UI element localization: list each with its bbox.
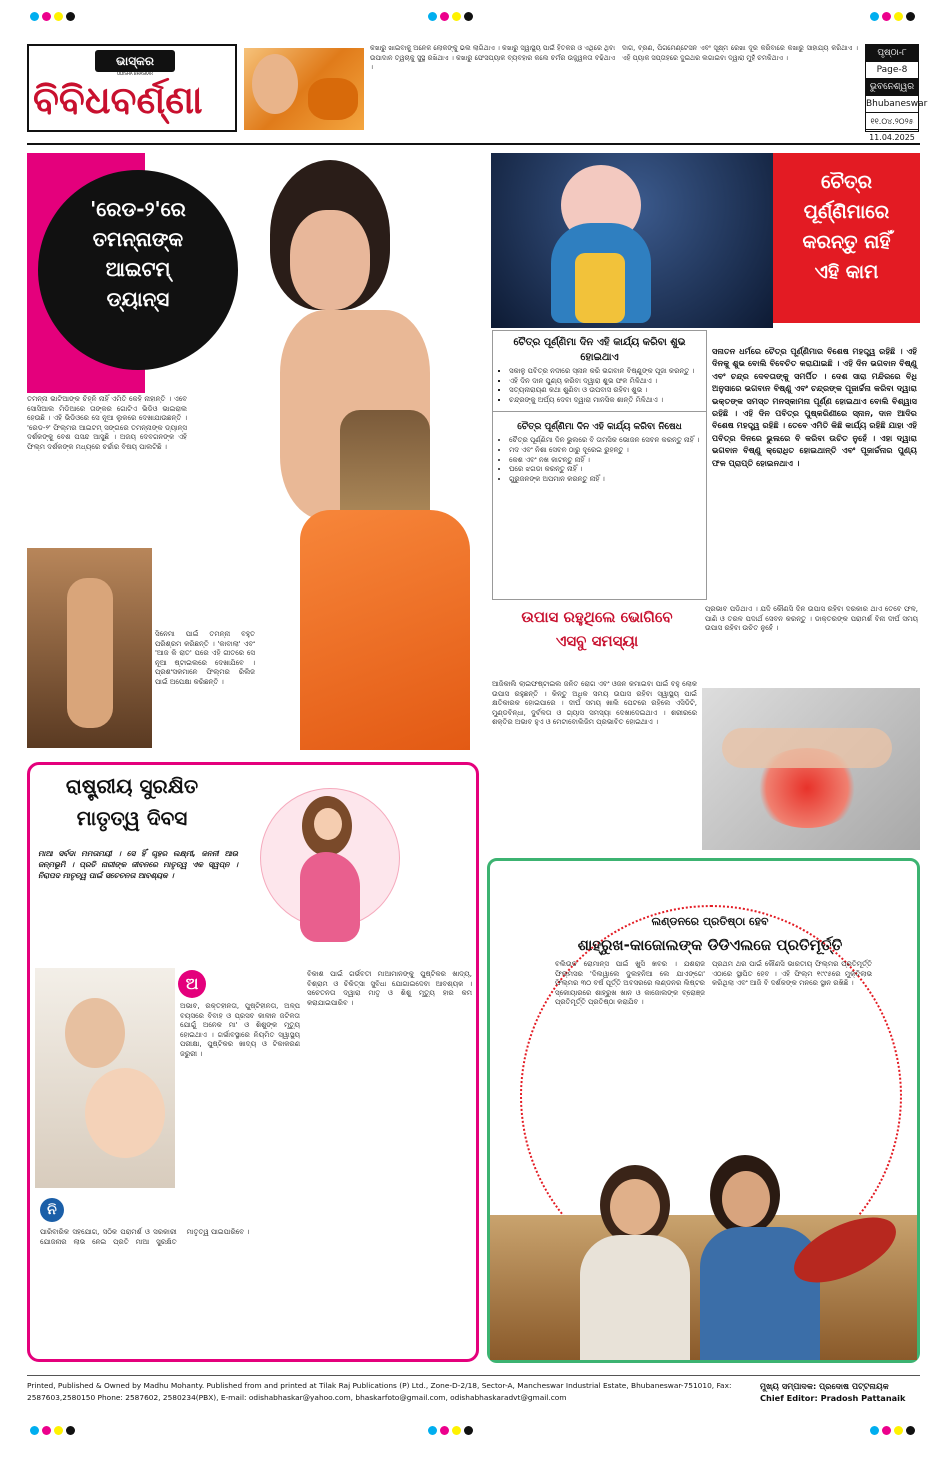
chaitra-banner-line: କରନ୍ତୁ ନାହିଁ	[802, 231, 891, 253]
chaitra-do-item: ▪ ଚନ୍ଦ୍ରଙ୍କୁ ଅର୍ଘ୍ୟ ଦେବା ଦ୍ୱାରା ମାନସିକ ଶାନ୍ତି ମିଳିଥାଏ ।	[509, 396, 700, 406]
city-en: Bhubaneswar	[866, 96, 918, 113]
footer-rule	[27, 1375, 920, 1376]
chaitra-dont-item: • ଗୁରୁଜନଙ୍କ ଅପମାନ କରନ୍ତୁ ନାହିଁ ।	[509, 475, 700, 485]
red2-body-text-2: ସିନେମା ପାଇଁ ତମନ୍ନା ବହୁତ ପରିଶ୍ରମ କରିଛନ୍ତି । 'କାବାଲା' ଏବଂ 'ଆଜ କି ରାତ' ପରେ ଏହି ଗୀତରେ ସେ ନୂଆ ଷ୍ଟାଇଲରେ ଦେଖାଯିବେ । ପ୍ରଶଂସକମାନେ ଫିଲ୍ମର ରିଲିଜ ପାଇଁ ଅପେକ୍ଷା କରିଛନ୍ତି ।	[155, 630, 255, 686]
registration-dot	[870, 1426, 879, 1435]
brand-logo: ଭାସ୍କର	[95, 50, 175, 72]
chaitra-banner-line: ଚୈତ୍ର	[821, 171, 872, 193]
chaitra-banner-line: ପୂର୍ଣ୍ଣିମାରେ	[803, 201, 890, 223]
registration-dot	[428, 12, 437, 21]
red2-badge-line: 'ରେଡ-୨'ରେ	[90, 197, 186, 221]
chaitra-title-banner	[773, 153, 920, 323]
registration-dot	[452, 1426, 461, 1435]
motherhood-intro: ମାଆ ସର୍ବଦା ମମତାମୟୀ । ସେ ହିଁ ଗୃହର ଲକ୍ଷ୍ମୀ, ଜନନୀ ଆଉ ଜନ୍ମଭୂମି । ପ୍ରତି ନାରୀଙ୍କ ଜୀବନରେ ମାତୃତ୍ୱ ଏକ ସ୍ୱପ୍ନ । ନିରାପଦ ମାତୃତ୍ୱ ପାଇଁ ସଚେତନତା ଆବଶ୍ୟକ ।	[38, 849, 238, 880]
page-number-or: ପୃଷ୍ଠା-୮	[866, 45, 918, 62]
chaitra-box	[492, 330, 707, 600]
chaitra-dont-heading: ଚୈତ୍ର ପୂର୍ଣ୍ଣିମା ଦିନ ଏହି କାର୍ଯ୍ୟ କରିବା ନିଷେଧ	[493, 411, 706, 436]
motherhood-body-2: ବିକାଶ ପାଇଁ ଗର୍ଭବତୀ ମାଆମାନଙ୍କୁ ପୁଷ୍ଟିକର ଖାଦ୍ୟ, ବିଶ୍ରାମ ଓ ଚିକିତ୍ସା ସୁବିଧା ଯୋଗାଇଦେବା ଆବଶ୍ୟକ । ସଚେତନତା ଦ୍ୱାରା ମାତୃ ଓ ଶିଶୁ ମୃତ୍ୟୁ ହାର କମ କରାଯାଇପାରିବ ।	[307, 970, 472, 1007]
chaitra-dont-item: • ଘରେ ଝଗଡା କରନ୍ତୁ ନାହିଁ ।	[509, 465, 700, 475]
masthead	[27, 44, 237, 132]
pumpkin-article-col1: କଖାରୁ ଖାଇବାକୁ ଅନେକ ଲୋକଙ୍କୁ ଭଲ ଲାଗିଥାଏ । କଖାରୁ ସ୍ୱାସ୍ଥ୍ୟ ପାଇଁ ହିତକର ଓ ଏଥିରେ ଥିବା ଉପାଦାନ ତ୍ୱଚାକୁ ସୁସ୍ଥ ରଖିଥାଏ । କଖାରୁ ଫେସପ୍ୟାକ ବ୍ୟବହାର କଲେ ଚର୍ମର ଉଜ୍ଜ୍ୱଳତା ବଢିଥାଏ ।	[370, 44, 615, 72]
footer-editor	[760, 1380, 925, 1406]
brand-subtitle: ODISHA BHASKAR	[116, 71, 154, 76]
registration-dot	[906, 12, 915, 21]
vishnu-moon-photo	[491, 153, 773, 328]
chaitra-do-item: ▪ ସକାଳୁ ପବିତ୍ର ନଦୀରେ ସ୍ନାନ କରି ଭଗବାନ ବିଷ୍ଣୁଙ୍କ ପୂଜା କରନ୍ତୁ ।	[509, 367, 700, 377]
dropcap-a: ଅ	[178, 970, 206, 998]
registration-dot	[42, 12, 51, 21]
registration-dot	[30, 12, 39, 21]
registration-dot	[30, 1426, 39, 1435]
fasting-headline-line1: ଉପାସ ରହୁଥିଲେ ଭୋଗିବେ	[521, 608, 673, 626]
registration-dot	[464, 1426, 473, 1435]
registration-dot	[428, 1426, 437, 1435]
registration-dot	[882, 12, 891, 21]
red2-badge-line: ଡ୍ୟାନ୍ସ	[106, 287, 170, 311]
registration-dot	[894, 1426, 903, 1435]
chaitra-dont-item: • କେଶ ଏବଂ ନଖ କାଟନ୍ତୁ ନାହିଁ ।	[509, 456, 700, 466]
red2-body-text: ତମନ୍ନା ଭାଟିଆଙ୍କ ଚିହ୍ନି ନାହିଁ ଏମିତି କେହି ନାହାନ୍ତି । ଏବେ ସୋସିଆଲ ମିଡିଆରେ ତାଙ୍କର ଗୋଟିଏ ଭିଡିଓ ଭାଇରାଲ ହେଉଛି । ଏହି ଭିଡିଓରେ ସେ ନୂଆ ଲୁକରେ ଦେଖାଯାଉଛନ୍ତି । 'ରେଡ-୨' ଫିଲ୍ମର ଆଇଟମ୍ ସଙ୍ଗରେ ତମନ୍ନାଙ୍କ ଡ୍ୟାନ୍ସ ଦର୍ଶକଙ୍କୁ ବେଶ ପସନ୍ଦ ଆସୁଛି । ଅଜୟ ଦେବଗନଙ୍କ ଏହି ଫିଲ୍ମ ଦର୍ଶକଙ୍କ ମଧ୍ୟରେ ଚର୍ଚ୍ଚାର ବିଷୟ ପାଲଟିଛି ।	[27, 395, 187, 451]
chaitra-dont-item: • ମଦ ଏବଂ ନିଶା ସେବନ ଠାରୁ ଦୂରେଇ ରୁହନ୍ତୁ ।	[509, 446, 700, 456]
chaitra-do-item: ▪ ଏହି ଦିନ ଦାନ ପୁଣ୍ୟ କରିବା ଦ୍ୱାରା ଶୁଭ ଫଳ ମିଳିଥାଏ ।	[509, 377, 700, 387]
dropcap-ni: ନି	[40, 1198, 64, 1222]
motherhood-body-1: ଅଭାବ, ରକ୍ତହୀନତା, ପୁଷ୍ଟିହୀନତା, ଅଳ୍ପ ବୟସରେ ବିବାହ ଓ ପ୍ରସବ କାଳୀନ ଜଟିଳତା ଯୋଗୁଁ ଅନେକ ମା' ଓ ଶିଶୁଙ୍କ ମୃତ୍ୟୁ ହୋଇଥାଏ । ଗର୍ଭାବସ୍ଥାରେ ନିୟମିତ ସ୍ୱାସ୍ଥ୍ୟ ପରୀକ୍ଷା, ପୁଷ୍ଟିକର ଖାଦ୍ୟ ଓ ଟିକାକରଣ ଜରୁରୀ ।	[180, 1002, 300, 1058]
page-number-en: Page-8	[866, 62, 918, 79]
registration-dot	[54, 1426, 63, 1435]
footer-imprint: Printed, Published & Owned by Madhu Mohanty. Published from and printed at Tilak Raj Publications (P) Ltd., Zone-D-2/18, Sector-A, Mancheswar Industrial Estate, Bhubaneswar-751010, Fax: 2587603,2580150 Phone: 2587602, 2580234(PBX), E-mail: odishabhaskar@yahoo.com, bhaskarfoto@gmail.com, odishabhaskaradvt@gmail.com	[27, 1381, 732, 1402]
page-info-box	[865, 44, 928, 132]
srk-kajol-headline-line2: ଶାହ୍ରୁଖ-କାଜୋଲଙ୍କ ଡିଡିଏଲଜେ ପ୍ରତିମୂର୍ତ୍ତି	[577, 936, 843, 954]
srk-kajol-body-2: ପ୍ରଥମ ଥର ପାଇଁ କୌଣସି ଭାରତୀୟ ଫିଲ୍ମର ପ୍ରତିମୂର୍ତ୍ତି ଏଠାରେ ସ୍ଥାପିତ ହେବ । ଏହି ଫିଲ୍ମ ୧୯୯୫ରେ ମୁକ୍ତିଲାଭ କରିଥିଲା ଏବଂ ଆଜି ବି ଦର୍ଶକଙ୍କ ମନରେ ସ୍ଥାନ ରଖିଛି ।	[712, 960, 872, 988]
srk-kajol-body-1: ବଲିଉଡ ରୋମାନ୍ସ ପାଇଁ ଖୁସି ଖବର । ଯଶରାଜ ଫିଲ୍ମସର 'ଦିଲୱାଲେ ଦୁଲହନିଆ ଲେ ଯାଏଙ୍ଗେ' ଫିଲ୍ମର ୩୦ ବର୍ଷ ପୂର୍ତ୍ତି ଅବସରରେ ଲଣ୍ଡନର ଲିଷ୍ଟର ସ୍କୋୟାରରେ ଶାହ୍ରୁଖ ଖାନ ଓ କାଜୋଲଙ୍କ ବ୍ରୋଞ୍ଜ ପ୍ରତିମୂର୍ତ୍ତି ପ୍ରତିଷ୍ଠା କରାଯିବ ।	[555, 960, 705, 1007]
registration-dot	[894, 12, 903, 21]
section-title: ବିବିଧବର୍ଣ୍ଣା	[33, 78, 203, 122]
registration-dot	[42, 1426, 51, 1435]
motherhood-title-line2: ମାତୃତ୍ୱ ଦିବସ	[76, 806, 188, 830]
chief-editor-or: ମୁଖ୍ୟ ସମ୍ପାଦକ: ପ୍ରଦୋଷ ପଟ୍ଟନାୟକ	[760, 1381, 889, 1391]
chaitra-do-item: ▪ ସତ୍ୟନାରାୟଣ କଥା ଶୁଣିବା ଓ ଉପବାସ ରହିବା ଶୁଭ ।	[509, 386, 700, 396]
pregnant-woman-illustration	[240, 768, 420, 948]
fasting-headline	[492, 605, 702, 685]
stomach-pain-photo	[702, 688, 920, 850]
motherhood-title-line1: ରାଷ୍ଟ୍ରୀୟ ସୁରକ୍ଷିତ	[65, 774, 199, 798]
chief-editor-en: Chief Editor: Pradosh Pattanaik	[760, 1393, 906, 1403]
chaitra-side-text: ସନାତନ ଧର୍ମରେ ଚୈତ୍ର ପୂର୍ଣ୍ଣିମାର ବିଶେଷ ମହତ୍ତ୍ୱ ରହିଛି । ଏହି ଦିନକୁ ଶୁଭ ବୋଲି ବିବେଚିତ କରାଯାଇଛି । ଏହି ଦିନ ଭଗବାନ ବିଷ୍ଣୁ ଏବଂ ଚନ୍ଦ୍ର ଦେବତାଙ୍କୁ ସମର୍ପିତ । ଦେଶ ସାରା ମନ୍ଦିରରେ ବିଧି ଅନୁସାରେ ଭଗବାନ ବିଷ୍ଣୁ ଏବଂ ଚନ୍ଦ୍ରଙ୍କ ପୂଜାର୍ଚ୍ଚନା କରିବା ଦ୍ୱାରା ଭକ୍ତଙ୍କ ସମସ୍ତ ମନସ୍କାମନା ପୂର୍ଣ୍ଣ ହୋଇଥାଏ ବୋଲି ବିଶ୍ୱାସ ରହିଛି । ଏହି ଦିନ ପବିତ୍ର ପୁଷ୍କରିଣୀରେ ସ୍ନାନ, ଦାନ ଆଦିର ବିଶେଷ ମହତ୍ତ୍ୱ ରହିଛି । ତେବେ ଏମିତି କିଛି କାର୍ଯ୍ୟ ରହିଛି ଯାହା ଏହି ପବିତ୍ର ଦିନରେ ଭୁଲରେ ବି କରିବା ଉଚିତ ନୁହେଁ । ଏହା ଦ୍ୱାରା ଭଗବାନ ବିଷ୍ଣୁ କ୍ରୋଧିତ ହୋଇଥାନ୍ତି ଏବଂ ପୂଜାର୍ଚ୍ଚନାର ପୁଣ୍ୟ ଫଳ ପ୍ରାପ୍ତି ହୋଇନଥାଏ ।	[712, 346, 917, 468]
city-or: ଭୁବନେଶ୍ୱର	[866, 79, 918, 96]
srk-kajol-headline	[520, 912, 900, 958]
fasting-body-text: ଆଜିକାଲି ଲାଇଫଷ୍ଟାଇଲ ଜନିତ ରୋଗ ଏବଂ ଓଜନ କମାଇବା ପାଇଁ ବହୁ ଲୋକ ଉପାସ ରହୁଛନ୍ତି । କିନ୍ତୁ ଅଧିକ ସମୟ ଉପାସ ରହିବା ସ୍ୱାସ୍ଥ୍ୟ ପାଇଁ କ୍ଷତିକାରକ ହୋଇପାରେ । ଦୀର୍ଘ ସମୟ ଖାଲି ପେଟରେ ରହିଲେ ଏସିଡିଟି, ମୁଣ୍ଡବିନ୍ଧା, ଦୁର୍ବଳତା ଓ ଗ୍ୟାସ ସମସ୍ୟା ଦେଖାଦେଇଥାଏ । ଶରୀରରେ ଶକ୍ତିର ଅଭାବ ହୁଏ ଓ ମେଟାବୋଲିଜିମ ପ୍ରଭାବିତ ହୋଇଥାଏ ।	[492, 680, 697, 727]
registration-dot	[66, 12, 75, 21]
red2-title-badge	[38, 170, 238, 370]
date-or: ୧୧.୦୪.୨୦୨୫	[866, 113, 918, 130]
chaitra-do-heading: ଚୈତ୍ର ପୂର୍ଣ୍ଣିମା ଦିନ ଏହି କାର୍ଯ୍ୟ କରିବା ଶୁଭ ହୋଇଥାଏ	[513, 337, 686, 363]
fasting-body-text-2: ପ୍ରଭାବ ପଡିଥାଏ । ଯଦି କୌଣସି ଦିନ ଉପାସ ରହିବା ଦରକାର ଥାଏ ତେବେ ଫଳ, ପାଣି ଓ ତରଳ ପଦାର୍ଥ ସେବନ କରନ୍ତୁ । ଡାକ୍ତରଙ୍କ ପରାମର୍ଶ ବିନା ଦୀର୍ଘ ସମୟ ଉପାସ ରହିବା ଉଚିତ ନୁହେଁ ।	[705, 605, 918, 633]
pumpkin-article-col2: ଦାଗ, ବ୍ରଣ, ପିଗମେଣ୍ଟେସନ ଏବଂ ସୂକ୍ଷ୍ମ ରେଖା ଦୂର କରିବାରେ କଖାରୁ ସାହାଯ୍ୟ କରିଥାଏ । ଏହି ପ୍ୟାକ ସପ୍ତାହରେ ଦୁଇଥର ଲଗାଇବା ଦ୍ୱାରା ମୁହଁ ଚମକିଥାଏ ।	[622, 44, 858, 62]
mother-baby-photo	[35, 968, 175, 1188]
registration-dot	[66, 1426, 75, 1435]
registration-dot	[440, 12, 449, 21]
registration-dot	[906, 1426, 915, 1435]
registration-dot	[452, 12, 461, 21]
masthead-rule	[27, 143, 920, 145]
registration-dot	[870, 12, 879, 21]
registration-dot	[54, 12, 63, 21]
chaitra-banner-line: ଏହି କାମ	[814, 261, 879, 283]
red2-badge-line: ଆଇଟମ୍	[105, 257, 171, 281]
motherhood-body-3: ପାରିବାରିକ ସହଯୋଗ, ସଠିକ ପରାମର୍ଶ ଓ ସରକାରୀ ଯୋଜନାର ଲାଭ ନେଇ ପ୍ରତି ମାଆ ସୁରକ୍ଷିତ ମାତୃତ୍ୱ ପାଇପାରିବେ ।	[40, 1228, 250, 1246]
pumpkin-facepack-photo	[244, 48, 364, 130]
dance-still-photo	[27, 548, 152, 748]
registration-dot	[464, 12, 473, 21]
red2-badge-line: ତମନ୍ନାଙ୍କ	[92, 227, 184, 251]
srk-kajol-headline-line1: ଲଣ୍ଡନରେ ପ୍ରତିଷ୍ଠା ହେବ	[651, 915, 769, 928]
motherhood-title	[32, 770, 232, 840]
chaitra-dont-item: • ଚୈତ୍ର ପୂର୍ଣ୍ଣିମା ଦିନ ଭୁଲରେ ବି ତାମସିକ ଭୋଜନ ସେବନ କରନ୍ତୁ ନାହିଁ ।	[509, 436, 700, 446]
date-en: 11.04.2025	[869, 133, 915, 142]
registration-dot	[440, 1426, 449, 1435]
ddlj-poster-photo	[490, 1155, 917, 1360]
fasting-headline-line2: ଏସବୁ ସମସ୍ୟା	[555, 632, 639, 650]
registration-dot	[882, 1426, 891, 1435]
